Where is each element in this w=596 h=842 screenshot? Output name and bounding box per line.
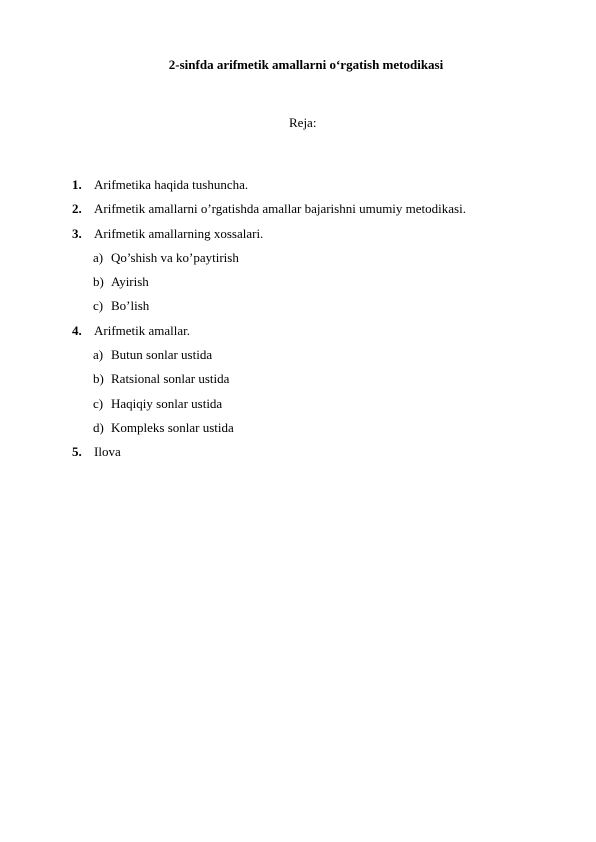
outline-subitem [0, 371, 596, 395]
outline-subitem [0, 250, 596, 274]
plan-outline [0, 177, 596, 469]
subitem-letter: b) [93, 274, 104, 290]
outline-item [0, 323, 596, 347]
subitem-text: Bo’lish [111, 298, 150, 314]
item-text: Arifmetik amallarning xossalari. [94, 225, 264, 241]
subitem-letter: b) [93, 371, 104, 387]
outline-subitem [0, 396, 596, 420]
subitem-letter: c) [93, 298, 104, 314]
subitem-text: Ayirish [111, 274, 149, 290]
subitem-text: Kompleks sonlar ustida [111, 419, 234, 435]
item-text: Arifmetik amallarni o’rgatishda amallar bajarishni umumiy metodikasi. [94, 201, 466, 217]
item-text: Arifmetik amallar. [94, 322, 191, 338]
outline-item [0, 444, 596, 468]
subitem-text: Haqiqiy sonlar ustida [111, 395, 223, 411]
subitem-letter: c) [93, 395, 104, 411]
document-title: 2-sinfda arifmetik amallarni o‘rgatish metodikasi [168, 57, 444, 72]
item-number: 1. [72, 177, 82, 192]
subitem-text: Butun sonlar ustida [111, 347, 213, 363]
item-number: 2. [72, 201, 82, 217]
subitem-letter: a) [93, 249, 104, 265]
outline-subitem [0, 274, 596, 298]
plan-heading: Reja: [289, 115, 317, 130]
outline-item [0, 201, 596, 225]
subitem-letter: a) [93, 347, 104, 363]
outline-item [0, 177, 596, 201]
item-text: Arifmetika haqida tushuncha. [94, 177, 249, 192]
item-number: 3. [72, 225, 82, 241]
item-text: Ilova [94, 444, 121, 460]
item-number: 5. [72, 444, 82, 460]
subitem-text: Ratsional sonlar ustida [111, 371, 230, 387]
outline-subitem [0, 347, 596, 371]
outline-subitem [0, 298, 596, 322]
outline-subitem [0, 420, 596, 444]
outline-item [0, 226, 596, 250]
subitem-letter: d) [93, 419, 104, 435]
item-number: 4. [72, 322, 82, 338]
subitem-text: Qo’shish va ko’paytirish [111, 249, 239, 265]
